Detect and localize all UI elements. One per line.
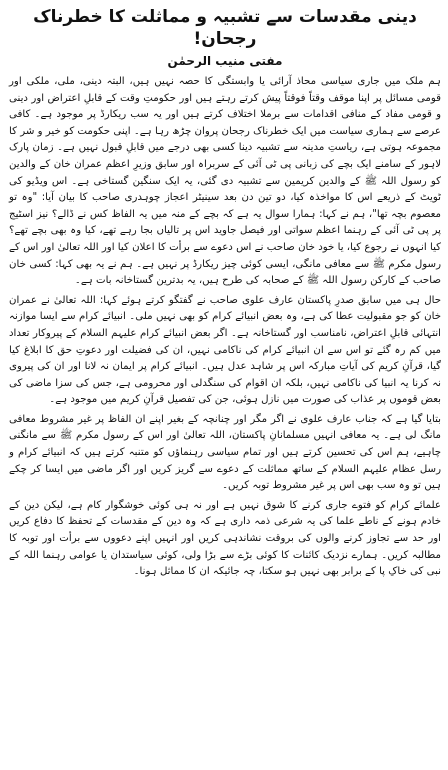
author-name: مفتی منیب الرحمٰن (167, 54, 283, 68)
article-body (9, 74, 441, 581)
article-paragraph: بتایا گیا ہے کہ جناب عارف علوی نے اگر مگر اور چنانچہ کے بغیر اپنے ان الفاظ پر غیر مشروط معافی مانگ لی ہے۔ یہ معافی انہیں مسلمانانِ پاکستان، اللہ تعالیٰ اور اس کے رسول مکرم ﷺ سے مانگنی چاہیے، ہم اس کی تحسین کرتے ہیں اور تمام سیاسی رہنماؤں کو متنبہ کرتے ہیں کہ انبیائے کرام و رسل عظام علیہم السلام کے ساتھ مماثلت کے دعوے سے گریز کریں اور اگر ماضی میں ایسا کر چکے ہیں تو وہ سب بھی اس پر غیر مشروط توبہ کریں۔ (9, 413, 441, 492)
article-paragraph: حال ہی میں سابق صدرِ پاکستان عارف علوی صاحب نے گفتگو کرتے ہوئے کہا: اللہ تعالیٰ نے عمران خان کو جو مقبولیت عطا کی ہے، وہ بعض انبیائے کرام کو بھی نہیں ملی۔ انبیائے کرام سے ایسا موازنہ انتہائی قابلِ اعتراض، نامناسب اور گستاخانہ ہے۔ اگر بعض انبیائے کرام علیہم السلام کے پیروکار تعداد میں کم رہ گئے تو اس سے ان انبیائے کرام کی ناکامی نہیں، ان کی فضیلت اور دعوتِ حق کا ابلاغ کیا گیا، قرآنِ کریم کی آیاتِ مبارکہ اس پر شاہد عدل ہیں۔ انبیائے کرام پر ایمان نہ لانا اور ان کی پیروی نہ کرنا یہ انبیا کی ناکامی نہیں، بلکہ ان اقوام کی سنگدلی اور محرومی ہے، جس کی سزا ماضی کی بعض قوموں پر عذاب کی صورت میں نازل ہوئی، جن کی تفصیل قرآنِ کریم میں موجود ہے۔ (9, 294, 441, 406)
article-title: دینی مقدسات سے تشبیہ و مماثلت کا خطرناک رجحان! (33, 7, 417, 49)
article-paragraph: ہم ملک میں جاری سیاسی محاذ آرائی یا وابستگی کا حصہ نہیں ہیں، البتہ دینی، ملی، ملکی اور قومی مسائل پر اپنا موقف وقتاً فوقتاً پیش کرتے رہتے ہیں اور حکومتِ وقت کے قابلِ اعتراض اور دینی و قومی مفاد کے منافی اقدامات سے برملا اختلاف کرتے ہیں اور یہ سب ریکارڈ پر موجود ہے۔ کافی عرصے سے ہماری سیاست میں ایک خطرناک رجحان پروان چڑھ رہا ہے۔ اپنی حکومت کو خیر و شر کا مجموعہ ہوتی ہے، ریاستِ مدینہ سے تشبیہ دینا کسی بھی درجے میں قابلِ قبول نہیں ہے۔ زمان پارک لاہور کے سامنے ایک بچے کی زبانی پی ٹی آئی کے سربراہ اور سابق وزیرِ اعظم عمران خان کے والدین کو رسول اللہ ﷺ کے والدین کریمین سے تشبیہ دی گئی، یہ ایک سنگین گستاخی ہے۔ اس ویڈیو کی ٹویٹ کے ذریعے اس کا مواخذہ کیا، دو تین دن بعد سینیٹر اعجاز چوہدری صاحب کا بیان آیا: "وہ تو معصوم بچہ تھا"، ہم نے کہا: ہمارا سوال یہ ہے کہ بچے کے منہ میں یہ الفاظ کس نے ڈالے؟ نیز اسٹیج پر پی ٹی آئی کے رہنما اعظم سواتی اور فیصل جاوید اس پر تالیاں بجا رہے تھے، کیا وہ بھی بچے تھے؟ کیا انہوں نے رجوع کیا، یا خود خان صاحب نے اس دعوے سے برأت کا اعلان کیا اور اللہ تعالیٰ اور اس کے رسول مکرم ﷺ سے معافی مانگی، ایسی کوئی چیز ریکارڈ پر نہیں ہے۔ ہم نے یہ بھی کہا: کسی خان صاحب کے کارکن رسول اللہ ﷺ کے صحابہ کی طرح ہیں، یہ بدترین گستاخانہ بات ہے۔ (9, 76, 441, 287)
article-paragraph: علمائے کرام کو فتوے جاری کرنے کا شوق نہیں ہے اور نہ ہی کوئی خوشگوار کام ہے، لیکن دین کے خادم ہونے کے ناطے علما کی یہ شرعی ذمہ داری ہے کہ وہ دین کے مقدسات کے تحفظ کا دفاع کریں اور حد سے تجاوز کرنے والوں کی بروقت نشاندہی کریں اور انہیں اپنے دعووں سے برأت اور توبہ کا مطالبہ کریں۔ ہمارے نزدیک کائنات کا کوئی بڑے سے بڑا ولی، کوئی سیاستدان یا عوامی رہنما اللہ کے نبی کی خاکِ پا کے برابر بھی نہیں ہو سکتا، چہ جائیکہ ان کا مماثل ہونا۔ (9, 499, 441, 578)
